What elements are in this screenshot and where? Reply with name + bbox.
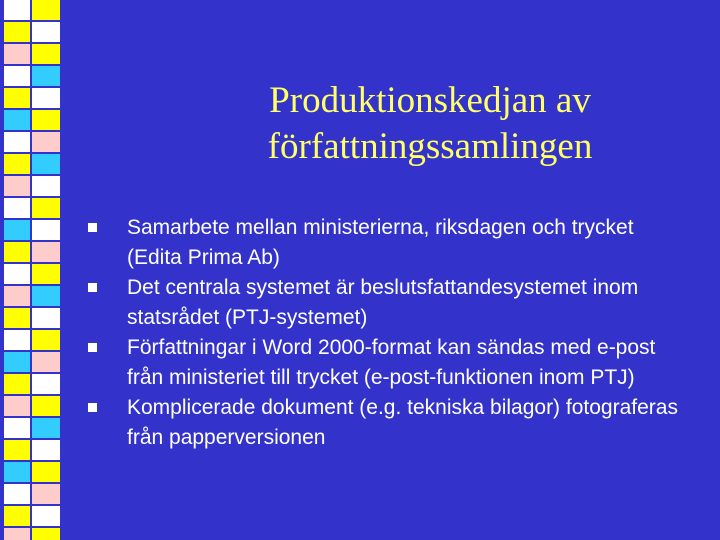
stripe [4,528,30,540]
stripe [4,330,30,350]
bullet-text: Samarbete mellan ministerierna, riksdagen och trycket (Edita Prima Ab) [127,216,634,269]
bullet-square-icon [88,343,97,352]
stripe [4,286,30,306]
stripe [4,374,30,394]
stripe [32,44,60,64]
bullet-item [88,393,688,453]
stripe [4,176,30,196]
stripe [32,440,60,460]
stripe [32,198,60,218]
stripe [32,154,60,174]
stripe [32,176,60,196]
stripe [32,220,60,240]
bullet-square-icon [88,283,97,292]
stripe [4,418,30,438]
stripe [32,132,60,152]
bullet-square-icon [88,223,97,232]
stripe [4,110,30,130]
stripe [32,308,60,328]
stripe [4,220,30,240]
decorative-stripes [0,0,64,540]
stripe [32,264,60,284]
stripe [32,22,60,42]
stripe [4,154,30,174]
stripe [4,88,30,108]
stripe [32,352,60,372]
slide-title-line-2: författningssamlingen [267,126,593,167]
stripe [32,66,60,86]
bullet-text: Det centrala systemet är beslutsfattandesystemet inom statsrådet (PTJ-systemet) [127,276,639,329]
stripe [4,44,30,64]
stripe [4,264,30,284]
stripe [4,440,30,460]
stripe [4,506,30,526]
stripe [4,242,30,262]
stripe [4,484,30,504]
bullet-text: Författningar i Word 2000-format kan sändas med e-post från ministeriet till trycket (e-post-funktionen inom PTJ) [127,336,656,389]
stripe [4,66,30,86]
bullet-item [88,213,688,273]
stripe [32,374,60,394]
stripe [4,132,30,152]
stripe [32,242,60,262]
slide-title-line-1: Produktionskedjan av [269,80,591,121]
stripe [32,418,60,438]
stripe [32,88,60,108]
stripe [4,0,30,20]
stripe [32,484,60,504]
stripe [4,308,30,328]
bullet-item [88,333,688,393]
stripe [32,528,60,540]
stripe [4,22,30,42]
stripe [4,462,30,482]
bullet-square-icon [88,403,97,412]
bullet-list [88,213,688,453]
stripe [32,396,60,416]
stripe [4,396,30,416]
stripe [32,0,60,20]
stripe [32,330,60,350]
stripe [32,286,60,306]
slide-title [160,78,700,170]
bullet-item [88,273,688,333]
stripe [32,110,60,130]
stripe [32,462,60,482]
stripe [4,352,30,372]
stripe [32,506,60,526]
bullet-text: Komplicerade dokument (e.g. tekniska bilagor) fotograferas från papperversionen [127,396,678,449]
stripe [4,198,30,218]
